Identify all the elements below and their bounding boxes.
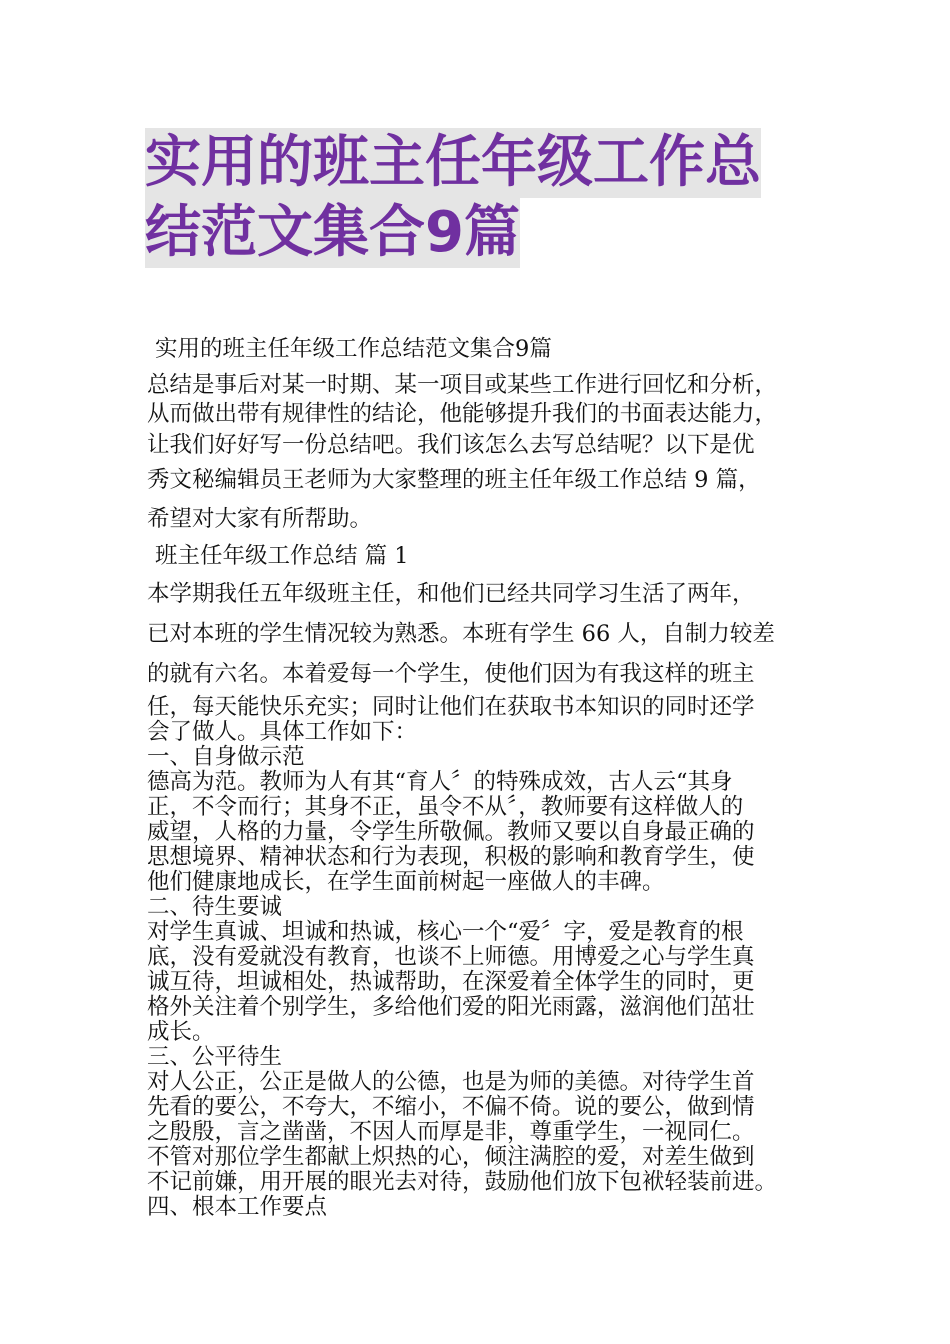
part-heading: 三、公平待生 — [147, 1044, 283, 1070]
part-line: 先看的要公，不夸大，不缩小，不偏不倚。说的要公，做到情 — [147, 1094, 755, 1120]
part-line: 底，没有爱就没有教育，也谈不上师德。用博爱之心与学生真 — [147, 944, 755, 970]
part-line: 正，不令而行；其身不正，虽令不从〞，教师要有这样做人的 — [147, 794, 744, 820]
part-line: 诚互待，坦诚相处，热诚帮助，在深爱着全体学生的同时，更 — [147, 969, 755, 995]
part-line: 对学生真诚、坦诚和热诚，核心一个“爱〞字，爱是教育的根 — [147, 919, 744, 945]
intro-line: 希望对大家有所帮助。 — [147, 506, 373, 532]
title-line-2: 结范文集合9篇 — [145, 198, 520, 268]
document-subtitle: 实用的班主任年级工作总结范文集合9篇 — [155, 336, 552, 362]
section-intro-line: 会了做人。具体工作如下： — [147, 719, 418, 745]
intro-line: 总结是事后对某一时期、某一项目或某些工作进行回忆和分析， — [147, 372, 778, 398]
title-line-1: 实用的班主任年级工作总 — [145, 128, 761, 198]
part-line: 不记前嫌，用开展的眼光去对待，鼓励他们放下包袱轻装前进。 — [147, 1169, 778, 1195]
part-line: 他们健康地成长，在学生面前树起一座做人的丰碑。 — [147, 869, 665, 895]
section-intro-line: 已对本班的学生情况较为熟悉。本班有学生 66 人，自制力较差 — [147, 621, 775, 647]
part-line: 对人公正，公正是做人的公德，也是为师的美德。对待学生首 — [147, 1069, 755, 1095]
part-line: 威望，人格的力量，令学生所敬佩。教师又要以自身最正确的 — [147, 819, 755, 845]
intro-paragraph — [147, 370, 811, 539]
part-1 — [147, 745, 811, 895]
part-2 — [147, 895, 811, 1045]
section-intro-line: 任，每天能快乐充实；同时让他们在获取书本知识的同时还学 — [147, 694, 755, 720]
part-heading: 一、自身做示范 — [147, 744, 305, 770]
part-line: 成长。 — [147, 1019, 215, 1045]
part-line: 之殷殷，言之凿凿，不因人而厚是非，尊重学生，一视同仁。 — [147, 1119, 755, 1145]
part-line: 德高为范。教师为人有其“育人〞的特殊成效，古人云“其身 — [147, 769, 733, 795]
section-intro-line: 本学期我任五年级班主任，和他们已经共同学习生活了两年， — [147, 581, 755, 607]
section-intro-line: 的就有六名。本着爱每一个学生，使他们因为有我这样的班主 — [147, 661, 755, 687]
part-line: 思想境界、精神状态和行为表现，积极的影响和教育学生，使 — [147, 844, 755, 870]
part-line: 不管对那位学生都献上炽热的心，倾注满腔的爱，对差生做到 — [147, 1144, 755, 1170]
intro-line: 从而做出带有规律性的结论，他能够提升我们的书面表达能力， — [147, 401, 778, 427]
section-intro-paragraph — [147, 573, 811, 745]
document-body — [147, 330, 811, 1220]
part-3 — [147, 1045, 811, 1195]
document-title — [145, 128, 815, 268]
part-heading: 二、待生要诚 — [147, 894, 283, 920]
part-4 — [147, 1195, 811, 1220]
part-line: 格外关注着个别学生，多给他们爱的阳光雨露，滋润他们茁壮 — [147, 994, 755, 1020]
part-heading: 四、根本工作要点 — [147, 1194, 328, 1220]
intro-line: 秀文秘编辑员王老师为大家整理的班主任年级工作总结 9 篇， — [147, 467, 761, 493]
intro-line: 让我们好好写一份总结吧。我们该怎么去写总结呢？以下是优 — [147, 432, 755, 458]
section-title: 班主任年级工作总结 篇 1 — [155, 543, 409, 569]
